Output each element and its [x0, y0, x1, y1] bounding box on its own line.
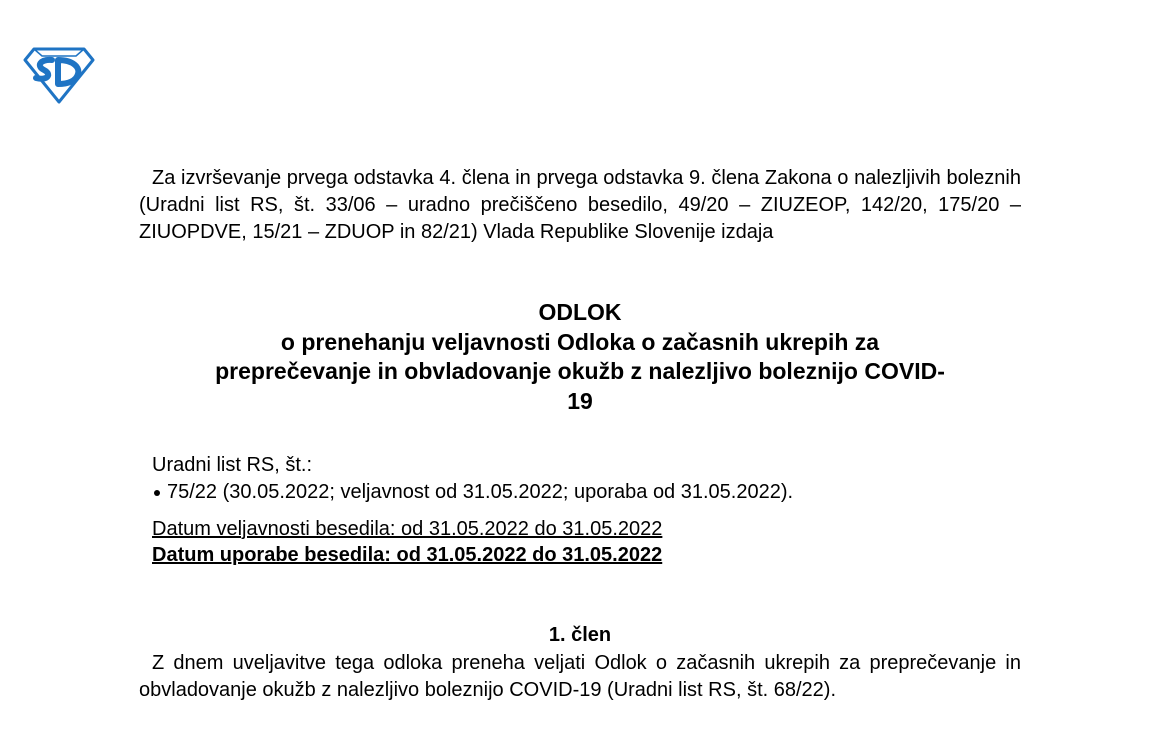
title-line-3: preprečevanje in obvladovanje okužb z nalezljivo boleznijo COVID- — [215, 358, 945, 384]
gazette-label: Uradni list RS, št.: — [152, 454, 313, 476]
bullet-icon — [154, 490, 160, 496]
gazette-entry: 75/22 (30.05.2022; veljavnost od 31.05.2022; uporaba od 31.05.2022). — [167, 481, 794, 503]
sd-emblem-icon — [22, 46, 96, 104]
document-title — [139, 298, 1021, 416]
title-line-1: ODLOK — [538, 299, 622, 325]
title-line-4: 19 — [567, 387, 593, 414]
article-heading: 1. člen — [548, 624, 612, 646]
text-dates — [152, 516, 662, 568]
application-date-link[interactable]: Datum uporabe besedila: od 31.05.2022 do 31.05.2022 — [152, 544, 663, 566]
validity-date-link[interactable]: Datum veljavnosti besedila: od 31.05.2022 do 31.05.2022 — [152, 518, 663, 540]
gazette-list — [152, 479, 793, 506]
article-body: Z dnem uveljavitve tega odloka preneha veljati Odlok o začasnih ukrepih za preprečevanje in obvladovanje okužb z nalezljivo boleznijo COVID-19 (Uradni list RS, št. 68/22). — [139, 652, 1021, 701]
gazette-references — [152, 452, 793, 506]
intro-paragraph: Za izvrševanje prvega odstavka 4. člena in prvega odstavka 9. člena Zakona o nalezljivih boleznih (Uradni list RS, št. 33/06 – uradno prečiščeno besedilo, 49/20 – ZIUZEOP, 142/20, 175/20 – ZIUOPDVE, 15/21 – ZDUOP in 82/21) Vlada Republike Slovenije izdaja — [139, 167, 1021, 243]
title-line-2: o prenehanju veljavnosti Odloka o začasnih ukrepih za — [280, 328, 880, 355]
list-item — [152, 479, 793, 506]
